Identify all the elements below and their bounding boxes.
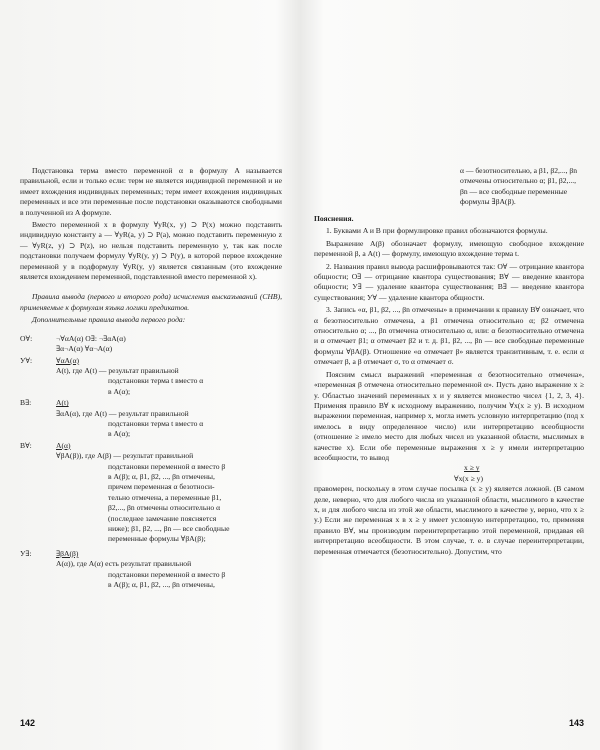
paragraph: Вместо переменной x в формулу ∀yR(x, y) ⊃ P(x) можно подставить индивидную константу a — ∀yR(a, y) ⊃ P(a), можно подставить переменную z — ∀yR(z, y) ⊃ P(z), но нельзя подставить переменную y, так как после подстановки получаем формулу ∀yR(y, y) ⊃ P(y), в которой первое вхождение переменной y в подформулу ∀yR(y, y) является связанным (это вхождение является вхождением переменной, подставленной вместо переменной x). [20,220,282,282]
rule-line: подстановки терма t вместо α [108,376,204,386]
rule-line: A(α)), где A(α) есть результат правильной [56,559,192,569]
rule-label: В∃: [20,398,32,408]
rule-line: подстановки терма t вместо α [108,418,204,428]
text-line: βn — все свободные переменные [460,186,568,196]
rule-line: ∀αA(α) [56,355,80,365]
rule-line: ниже); β1, β2, ..., βn — все свободные [108,524,230,533]
rule-line: β2,..., βn отмечены относительно α [108,503,221,513]
continuation-block [460,166,584,208]
left-column [20,166,282,591]
rule-line: в A(α); [108,429,131,439]
section-subheading: Дополнительные правила вывода первого рода: [32,315,186,325]
paragraph: Поясним смысл выражений «переменная α безотносительно отмечена», «переменная β отмечена относительно переменной α». Пусть дано выражение x ≥ y. Областью значений переменных x и y является множество чисел {1, 2, 3, 4}. Применяя правило В∀ к исходному выражению, получим ∀x(x ≥ y). В исходном выражении переменная, например x, могла иметь условную интерпретацию (под x имелось в виду определенное число) или интерпретацию всеобщности (отношение ≥ имело место для любых чисел из указанной области, мыслимых в качестве x). Если обе переменные выражения x ≥ y имели интерпретацию всеобщности, то вывод [314,369,584,462]
rule-line: A(α) [56,440,71,450]
rule-line: подстановки переменной α вместо β [108,569,226,579]
rule-o-forall [20,334,282,355]
rule-u-exists [20,549,282,591]
rule-line: ∃α¬A(α) ∀α¬A(α) [56,344,113,354]
rule-line: ¬∀αA(α) О∃: ¬∃αA(α) [56,333,126,343]
paragraph: 1. Буквами A и B при формулировке правил обозначаются формулы. [326,226,548,236]
page-number: 142 [20,718,36,728]
rule-line: в A(β); α, β1, β2, ..., βn отмечены, [108,471,215,481]
rule-line: подстановки переменной α вместо β [108,461,226,471]
rule-line: в A(β); α, β1, β2, ..., βn отмечены, [108,580,215,590]
rule-line: A(t), где A(t) — результат правильной [56,365,179,375]
section-heading: Пояснения. [314,214,354,223]
text-line: формулы ∃βA(β). [460,197,516,207]
paragraph: 3. Запись «α, β1, β2, ..., βn отмечены» в примечании к правилу В∀ означает, что α безотносительно отмечена, а β1 отмечена относительно α; β2 отмечена относительно α; ..., βn отмечена относительно α, или: α безотносительно отмечена и α отмечает β1; α отмечает β2 и т. д. β1, β2, ..., βn — все свободные переменные формулы ∀βA(β). Отношение «α отмечает β» является транзитивным, т. е. если α отмечает β, а β отмечает σ, то α отмечает σ. [314,305,584,367]
rule-line: ∃αA(α), где A(t) — результат правильной [56,408,189,418]
text-line: α — безотносительно, а β1, β2,..., βn [460,166,578,175]
paragraph: правомерен, поскольку в этом случае посылка (x ≥ y) является ложной. (В самом деле, неверно, что для любого числа из указанной области, мыслимого в качестве x, и для любого числа из этой же области, мыслимого в качестве y, верно, что x ≥ y.) Если же переменная x в x ≥ y имеет условную интерпретацию, то, применяя правило В∀, мы производим переинтерпретацию этой переменной, придавая ей интерпретацию всеобщности. В этом случае, т. е. в случае переинтерпретации, переменная отмечается (безотносительно). Допустим, что [314,484,584,556]
rule-line: ∀βA(β)), где A(β) — результат правильной [56,451,194,461]
page-number: 143 [568,718,584,728]
rule-label: О∀: [20,333,33,343]
rule-label: В∀: [20,440,32,450]
section-heading: Правила вывода (первого и второго рода) исчисления высказываний (СНВ), применяемые к формулам языка логики предикатов. [20,292,282,312]
rule-line: тельно отмечена, а переменные β1, [108,492,222,502]
right-column [314,214,584,559]
rule-line: причем переменная α безотноси- [108,482,215,492]
rule-label: У∀: [20,355,33,365]
rule-line: в A(α); [108,386,131,396]
rule-line: (последнее замечание поясняется [108,513,217,523]
right-page [300,0,600,750]
rule-line: A(t) [56,398,69,408]
rule-u-forall [20,356,282,398]
rule-line: ∃βA(β) [56,548,79,558]
rule-v-forall [20,441,282,545]
formula-denominator: ∀x(x ≥ y) [454,473,483,483]
rule-line: переменные формулы ∀βA(β); [108,534,206,544]
paragraph: Выражение A(β) обозначает формулу, имеющую свободное вхождение переменной β, а A(t) — формулу, имеющую вхождение терма t. [314,238,584,259]
paragraph: Подстановка терма вместо переменной α в формулу A называется правильной, если и только если: терм не является индивидной переменной и не имеет вхождения индивидных переменных; терм имеет вхождения индивидных переменных и все эти переменные после подстановки оказываются свободными в полученной из A формуле. [20,166,282,217]
paragraph: 2. Названия правил вывода расшифровываются так: О∀ — отрицание квантора общности; О∃ — отрицание квантора существования; В∀ — введение квантора общности; У∃ — удаление квантора существования; В∃ — введение квантора существования; У∀ — удаление квантора общности. [314,261,584,302]
rule-label: У∃: [20,548,32,558]
formula-numerator: x ≥ y [464,463,480,473]
text-line: отмечены относительно α; β1, β2,..., [460,176,577,186]
rule-v-exists [20,398,282,440]
